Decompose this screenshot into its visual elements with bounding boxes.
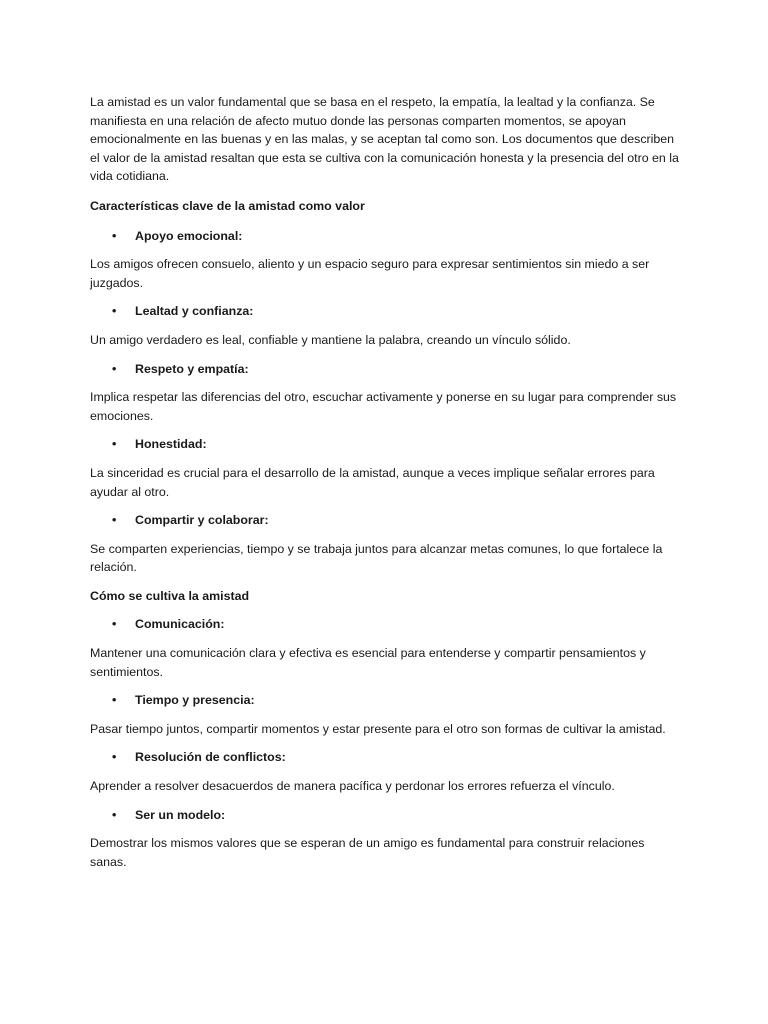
bullet-icon: • [112, 304, 117, 319]
bullet-title: Lealtad y confianza: [135, 304, 254, 319]
item-description: Aprender a resolver desacuerdos de manera pacífica y perdonar los errores refuerza el vínculo. [90, 779, 615, 794]
bullet-icon: • [112, 513, 117, 528]
document-page [90, 93, 680, 871]
section-heading-caracteristicas: Características clave de la amistad como valor [90, 198, 365, 213]
bullet-title: Comunicación: [135, 617, 225, 632]
item-description: Pasar tiempo juntos, compartir momentos y estar presente para el otro son formas de cultivar la amistad. [90, 721, 666, 736]
bullet-item [90, 227, 680, 246]
bullet-item [90, 435, 680, 454]
bullet-title: Apoyo emocional: [135, 228, 243, 243]
bullet-title: Ser un modelo: [135, 807, 226, 822]
bullet-icon: • [112, 750, 117, 765]
item-description: Un amigo verdadero es leal, confiable y mantiene la palabra, creando un vínculo sólido. [90, 332, 571, 347]
bullet-item [90, 302, 680, 321]
bullet-item [90, 360, 680, 379]
bullet-title: Tiempo y presencia: [135, 693, 255, 708]
bullet-title: Resolución de conflictos: [135, 750, 286, 765]
bullet-icon: • [112, 617, 117, 632]
bullet-item [90, 615, 680, 634]
item-description: Mantener una comunicación clara y efectiva es esencial para entenderse y compartir pensamientos y sentimientos. [90, 646, 646, 679]
item-description: Se comparten experiencias, tiempo y se trabaja juntos para alcanzar metas comunes, lo que fortalece la relación. [90, 541, 663, 575]
intro-paragraph: La amistad es un valor fundamental que se basa en el respeto, la empatía, la lealtad y la confianza. Se manifiesta en una relación de afecto mutuo donde las personas comparten momentos, se apoyan emocionalmente en las buenas y en las malas, y se aceptan tal como son. Los documentos que describen el valor de la amistad resaltan que esta se cultiva con la comunicación honesta y la presencia del otro en la vida cotidiana. [90, 95, 679, 184]
bullet-title: Compartir y colaborar: [135, 513, 269, 528]
item-description: La sinceridad es crucial para el desarrollo de la amistad, aunque a veces implique señalar errores para ayudar al otro. [90, 465, 655, 499]
bullet-icon: • [112, 807, 117, 822]
bullet-item [90, 748, 680, 767]
bullet-icon: • [112, 437, 117, 452]
item-description: Los amigos ofrecen consuelo, aliento y un espacio seguro para expresar sentimientos sin miedo a ser juzgados. [90, 257, 650, 290]
bullet-item [90, 511, 680, 530]
bullet-icon: • [112, 361, 117, 376]
item-description: Implica respetar las diferencias del otro, escuchar activamente y ponerse en su lugar para comprender sus emociones. [90, 390, 677, 423]
bullet-icon: • [112, 228, 117, 243]
bullet-title: Honestidad: [135, 437, 207, 452]
bullet-item [90, 691, 680, 710]
bullet-icon: • [112, 693, 117, 708]
bullet-item [90, 806, 680, 825]
bullet-title: Respeto y empatía: [135, 361, 249, 376]
section-heading-cultiva: Cómo se cultiva la amistad [90, 588, 250, 603]
item-description: Demostrar los mismos valores que se esperan de un amigo es fundamental para construir relaciones sanas. [90, 836, 645, 869]
